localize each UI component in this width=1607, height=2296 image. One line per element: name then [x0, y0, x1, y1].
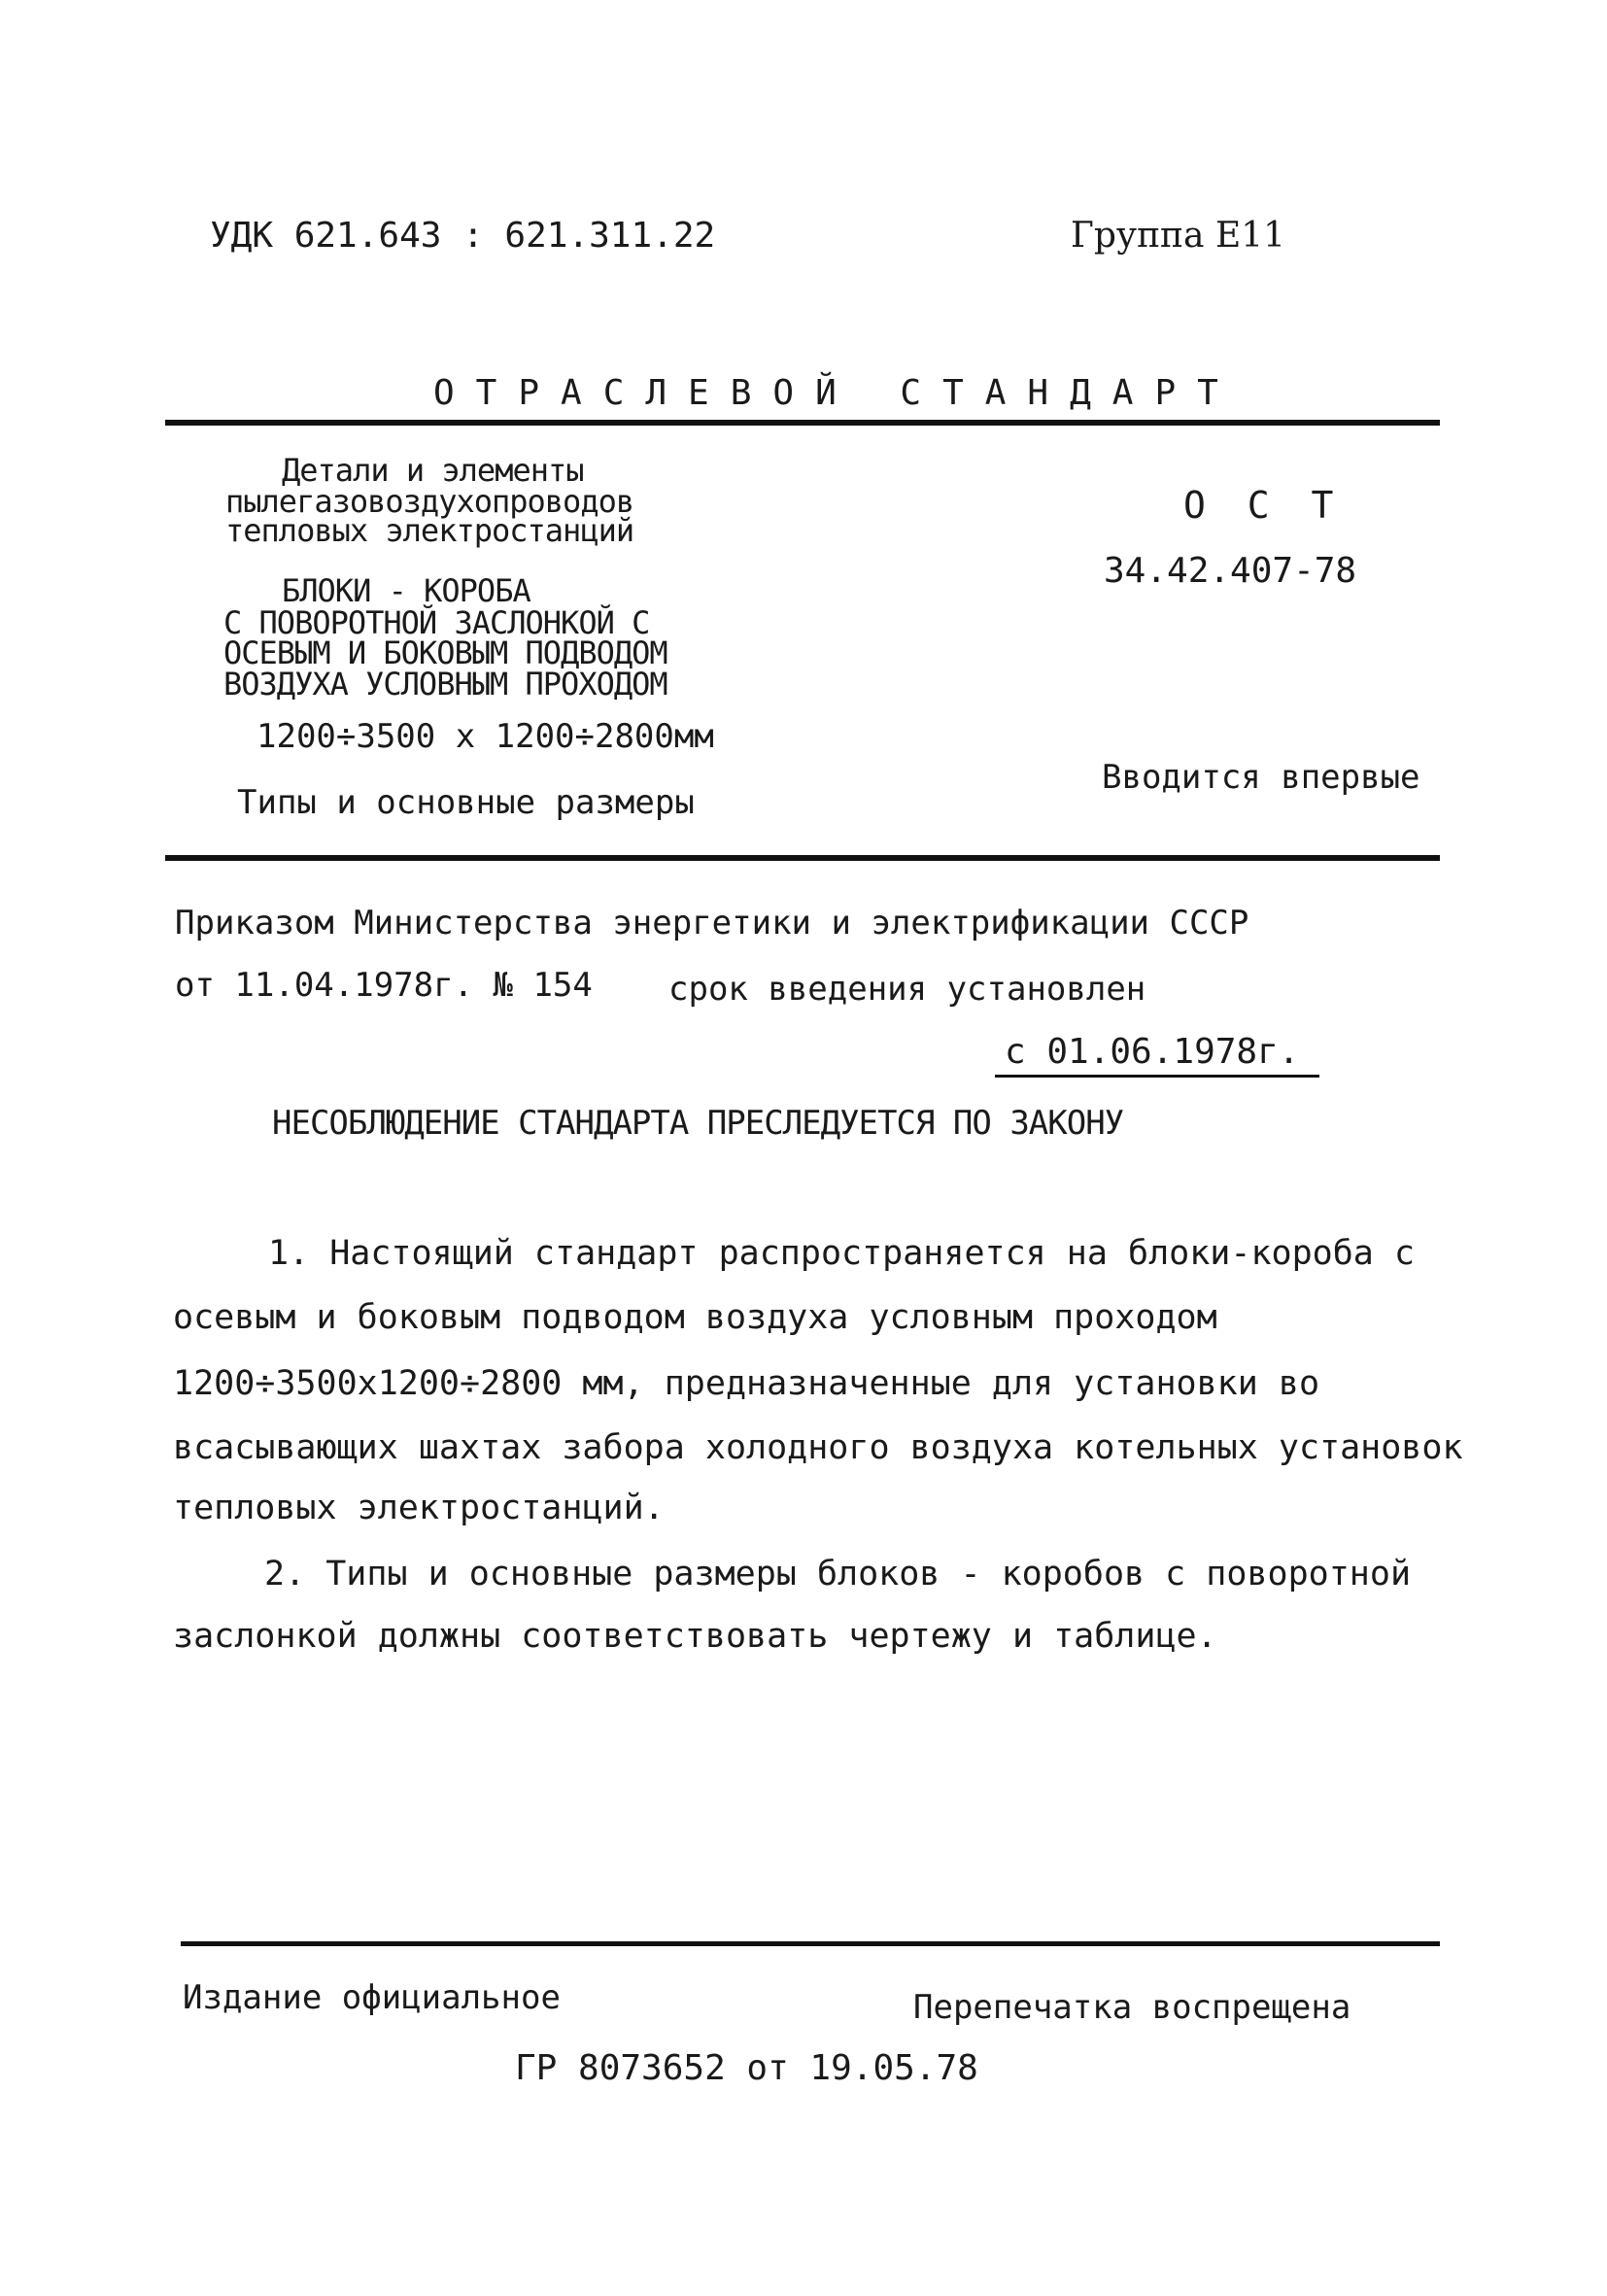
- category-line: Детали и элементы: [282, 452, 584, 489]
- scope-line: Типы и основные размеры: [237, 783, 695, 822]
- paragraph-line: 2. Типы и основные размеры блоков - коробов с поворотной: [264, 1555, 1412, 1593]
- paragraph-line: 1200÷3500х1200÷2800 мм, предназначенные для установки во: [173, 1364, 1320, 1403]
- standard-type-heading: ОТРАСЛЕВОЙ СТАНДАРТ: [433, 373, 1240, 413]
- effective-date: с 01.06.1978г.: [1005, 1032, 1300, 1072]
- top-rule: [165, 420, 1440, 426]
- ost-number: 34.42.407-78: [1104, 551, 1357, 591]
- edition-note: Издание официальное: [183, 1978, 561, 2017]
- group-code: Группа Е11: [1071, 216, 1286, 256]
- reprint-note: Перепечатка воспрещена: [913, 1988, 1351, 2027]
- ost-label: О С Т: [1183, 484, 1344, 527]
- registration-number: ГР 8073652 от 19.05.78: [515, 2048, 978, 2088]
- paragraph-line: тепловых электростанций.: [173, 1489, 665, 1527]
- order-line: Приказом Министерства энергетики и электрификации СССР: [175, 904, 1249, 942]
- paragraph-line: 1. Настоящий стандарт распространяется на блоки-короба с: [268, 1234, 1416, 1273]
- effective-date-underline: [995, 1075, 1319, 1078]
- paragraph-line: заслонкой должны соответствовать чертежу и таблице.: [173, 1617, 1217, 1656]
- subject-line: БЛОКИ - КОРОБА: [282, 572, 530, 609]
- paragraph-line: всасывающих шахтах забора холодного воздуха котельных установок: [173, 1428, 1463, 1467]
- category-line: пылегазовоздухопроводов: [225, 483, 634, 520]
- order-number: от 11.04.1978г. № 154: [175, 966, 593, 1005]
- introduced-note: Вводится впервые: [1102, 758, 1420, 797]
- paragraph-line: осевым и боковым подводом воздуха условным проходом: [173, 1298, 1217, 1337]
- subject-line: ВОЗДУХА УСЛОВНЫМ ПРОХОДОМ: [223, 666, 667, 703]
- category-line: тепловых электростанций: [225, 512, 634, 549]
- legal-warning: НЕСОБЛЮДЕНИЕ СТАНДАРТА ПРЕСЛЕДУЕТСЯ ПО ЗАКОНУ: [272, 1104, 1124, 1143]
- dimensions-line: 1200÷3500 х 1200÷2800мм: [256, 717, 714, 756]
- subject-line: ОСЕВЫМ И БОКОВЫМ ПОДВОДОМ: [223, 634, 667, 671]
- udk-code: УДК 621.643 : 621.311.22: [210, 216, 716, 256]
- subject-line: С ПОВОРОТНОЙ ЗАСЛОНКОЙ С: [223, 604, 650, 641]
- footer-rule: [181, 1941, 1440, 1946]
- middle-rule: [165, 855, 1440, 861]
- order-term: срок введения установлен: [668, 970, 1146, 1009]
